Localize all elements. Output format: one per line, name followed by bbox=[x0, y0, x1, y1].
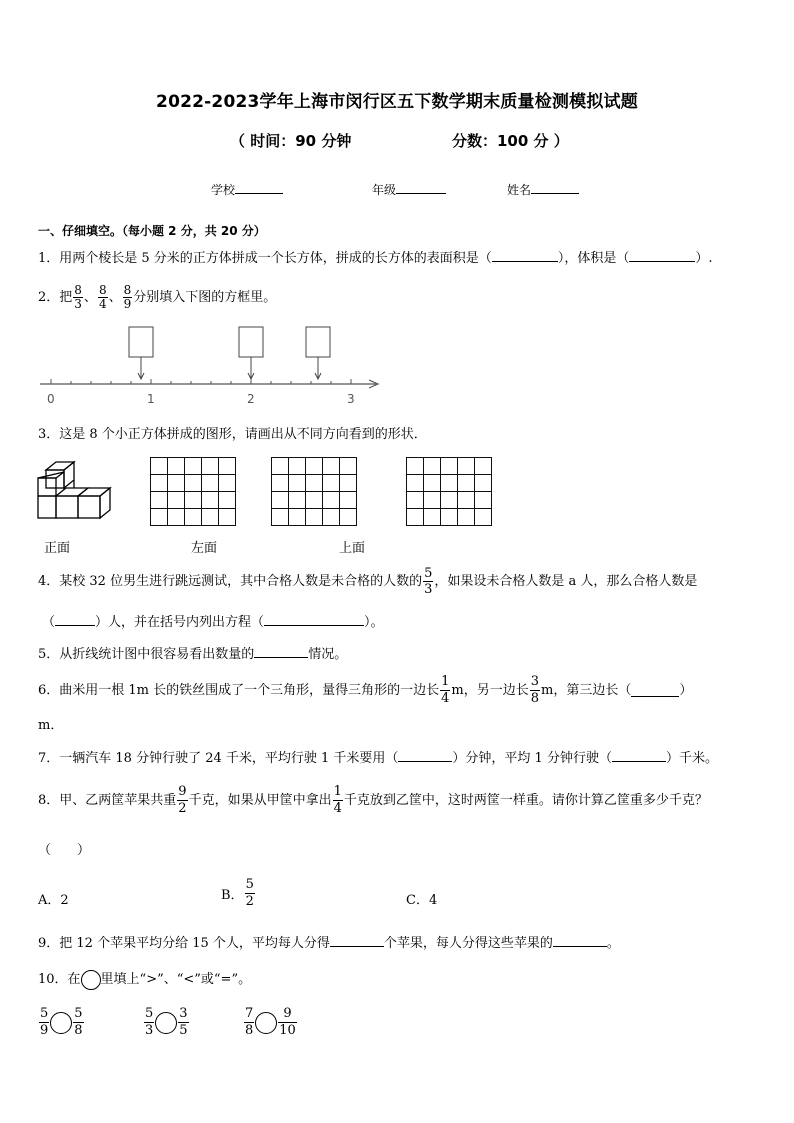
question-5 bbox=[38, 645, 347, 664]
q6-text-b: m，另一边长 bbox=[451, 682, 529, 698]
q9-text: 9．把 12 个苹果平均分给 15 个人，平均每人分得 bbox=[38, 936, 330, 951]
q6-text: 6．曲米用一根 1m 长的铁丝围成了一个三角形，量得三角形的一边长 bbox=[38, 682, 440, 698]
q5-text: 5．从折线统计图中很容易看出数量的 bbox=[38, 647, 255, 662]
q4-text: 4．某校 32 位男生进行跳远测试，其中合格人数是未合格的人数的 bbox=[38, 573, 423, 589]
grade-blank[interactable] bbox=[396, 181, 446, 194]
option-b-label: B． bbox=[221, 888, 244, 903]
q1-text: 1．用两个棱长是 5 分米的正方体拼成一个长方体，拼成的长方体的表面积是（ bbox=[38, 251, 492, 266]
q8-answer-paren[interactable]: （ ） bbox=[38, 843, 91, 858]
q9-text-b: 个苹果，每人分得这些苹果的 bbox=[383, 936, 553, 951]
school-field[interactable] bbox=[211, 181, 283, 198]
q7-text-b: ）分钟，平均 1 分钟行驶（ bbox=[452, 751, 612, 766]
q9-blank-amount[interactable] bbox=[330, 934, 384, 947]
q4-text-e: ）。 bbox=[364, 615, 384, 630]
q8-text-b: 千克，如果从甲筐中拿出 bbox=[188, 792, 332, 808]
fraction: $\frac{8}{3}$ bbox=[74, 283, 82, 311]
q7-text: 7．一辆汽车 18 分钟行驶了 24 千米，平均行驶 1 千米要用（ bbox=[38, 751, 399, 766]
q1-text-c: ）. bbox=[695, 251, 713, 266]
school-label: 学校 bbox=[211, 183, 236, 197]
question-8 bbox=[38, 784, 708, 817]
q4-text-b: ，如果设未合格人数是 a 人，那么合格人数是 bbox=[434, 573, 698, 589]
compare-pair-1 bbox=[38, 1006, 85, 1039]
grid-extra-view[interactable] bbox=[406, 457, 492, 526]
grid-top-view[interactable] bbox=[271, 457, 357, 526]
answer-box-2 bbox=[239, 327, 263, 357]
q6-blank[interactable] bbox=[631, 684, 679, 697]
circle-icon bbox=[81, 970, 101, 990]
time-label: （ 时间：90 分钟 bbox=[230, 132, 352, 150]
question-2 bbox=[38, 284, 276, 311]
fraction: $\frac{3}{5}$ bbox=[179, 1006, 188, 1038]
question-9 bbox=[38, 934, 620, 953]
q2-sep: 、 bbox=[108, 289, 122, 305]
tick-label-0: 0 bbox=[47, 392, 55, 406]
section-heading: 一、仔细填空。（每小题 2 分，共 20 分） bbox=[38, 224, 266, 238]
q2-text-b: 分别填入下图的方框里。 bbox=[133, 289, 277, 305]
question-7 bbox=[38, 749, 718, 768]
question-10 bbox=[38, 970, 251, 990]
question-4 bbox=[38, 566, 697, 597]
fraction: $\frac{9}{10}$ bbox=[279, 1006, 296, 1038]
tick-label-1: 1 bbox=[147, 392, 155, 406]
fraction: $\frac{1}{4}$ bbox=[333, 784, 342, 816]
fraction: $\frac{5}{3}$ bbox=[145, 1006, 154, 1038]
label-front: 正面 bbox=[44, 541, 71, 556]
answer-box-3 bbox=[306, 327, 330, 357]
q8-option-c[interactable]: C．4 bbox=[406, 893, 438, 908]
q2-sep: 、 bbox=[83, 289, 97, 305]
q8-option-b[interactable] bbox=[221, 877, 256, 910]
grade-field[interactable] bbox=[372, 181, 446, 198]
cube-figure bbox=[36, 460, 118, 522]
name-field[interactable] bbox=[507, 181, 579, 198]
q2-text: 2．把 bbox=[38, 289, 73, 305]
compare-circle-1[interactable] bbox=[50, 1012, 72, 1034]
question-6-line2: m． bbox=[38, 718, 64, 733]
question-4-line2 bbox=[42, 613, 384, 632]
q9-text-c: 。 bbox=[606, 936, 620, 951]
fraction: $\frac{8}{9}$ bbox=[123, 283, 132, 311]
fraction: $\frac{5}{9}$ bbox=[40, 1006, 49, 1038]
school-blank[interactable] bbox=[235, 181, 283, 194]
fraction: $\frac{5}{3}$ bbox=[424, 566, 433, 597]
q7-text-c: ）千米。 bbox=[665, 751, 718, 766]
q6-text-d: ） bbox=[679, 682, 693, 698]
q4-text-d: ）人，并在括号内列出方程（ bbox=[95, 615, 265, 630]
fraction: $\frac{5}{2}$ bbox=[245, 877, 254, 909]
q8-text: 8．甲、乙两筐苹果共重 bbox=[38, 792, 177, 808]
name-label: 姓名 bbox=[507, 183, 532, 197]
q5-text-b: 情况。 bbox=[308, 647, 348, 662]
number-line-figure bbox=[36, 322, 386, 407]
q1-blank-area[interactable] bbox=[492, 249, 558, 262]
grid-left-view[interactable] bbox=[150, 457, 236, 526]
question-1 bbox=[38, 249, 712, 268]
q5-blank[interactable] bbox=[254, 645, 308, 658]
q8-option-a[interactable]: A．2 bbox=[38, 893, 69, 908]
page-title: 2022-2023学年上海市闵行区五下数学期末质量检测模拟试题 bbox=[156, 92, 638, 112]
q10-text: 10．在 bbox=[38, 972, 81, 987]
compare-circle-3[interactable] bbox=[255, 1012, 277, 1034]
tick-label-3: 3 bbox=[347, 392, 355, 406]
compare-pair-3 bbox=[243, 1006, 298, 1039]
q1-text-b: ），体积是（ bbox=[557, 251, 630, 266]
question-3: 3．这是 8 个小正方体拼成的图形，请画出从不同方向看到的形状． bbox=[38, 427, 427, 442]
tick-label-2: 2 bbox=[247, 392, 255, 406]
fraction: $\frac{8}{4}$ bbox=[98, 283, 107, 311]
fraction: $\frac{1}{4}$ bbox=[441, 674, 450, 706]
compare-pair-2 bbox=[143, 1006, 190, 1039]
fraction: $\frac{5}{8}$ bbox=[74, 1006, 83, 1038]
q8-text-c: 千克放到乙筐中，这时两筐一样重。请你计算乙筐重多少千克？ bbox=[343, 792, 708, 808]
fraction: $\frac{7}{8}$ bbox=[245, 1006, 254, 1038]
q1-blank-volume[interactable] bbox=[629, 249, 695, 262]
label-top: 上面 bbox=[339, 541, 366, 556]
q10-text-b: 里填上“>”、“<”或“=”。 bbox=[100, 972, 252, 987]
grade-label: 年级 bbox=[372, 183, 397, 197]
q7-blank-km[interactable] bbox=[612, 749, 666, 762]
answer-box-1 bbox=[129, 327, 153, 357]
score-label: 分数：100 分 ） bbox=[452, 132, 569, 150]
q9-blank-fraction[interactable] bbox=[553, 934, 607, 947]
q4-blank-count[interactable] bbox=[55, 613, 95, 626]
question-6 bbox=[38, 674, 692, 707]
fraction: $\frac{9}{2}$ bbox=[178, 784, 187, 816]
compare-circle-2[interactable] bbox=[155, 1012, 177, 1034]
fraction: $\frac{3}{8}$ bbox=[530, 674, 540, 706]
q6-text-c: m，第三边长（ bbox=[541, 682, 632, 698]
q7-blank-minutes[interactable] bbox=[398, 749, 452, 762]
name-blank[interactable] bbox=[531, 181, 579, 194]
label-left: 左面 bbox=[191, 541, 218, 556]
q4-paren: （ bbox=[42, 615, 56, 630]
q4-blank-equation[interactable] bbox=[264, 613, 364, 626]
